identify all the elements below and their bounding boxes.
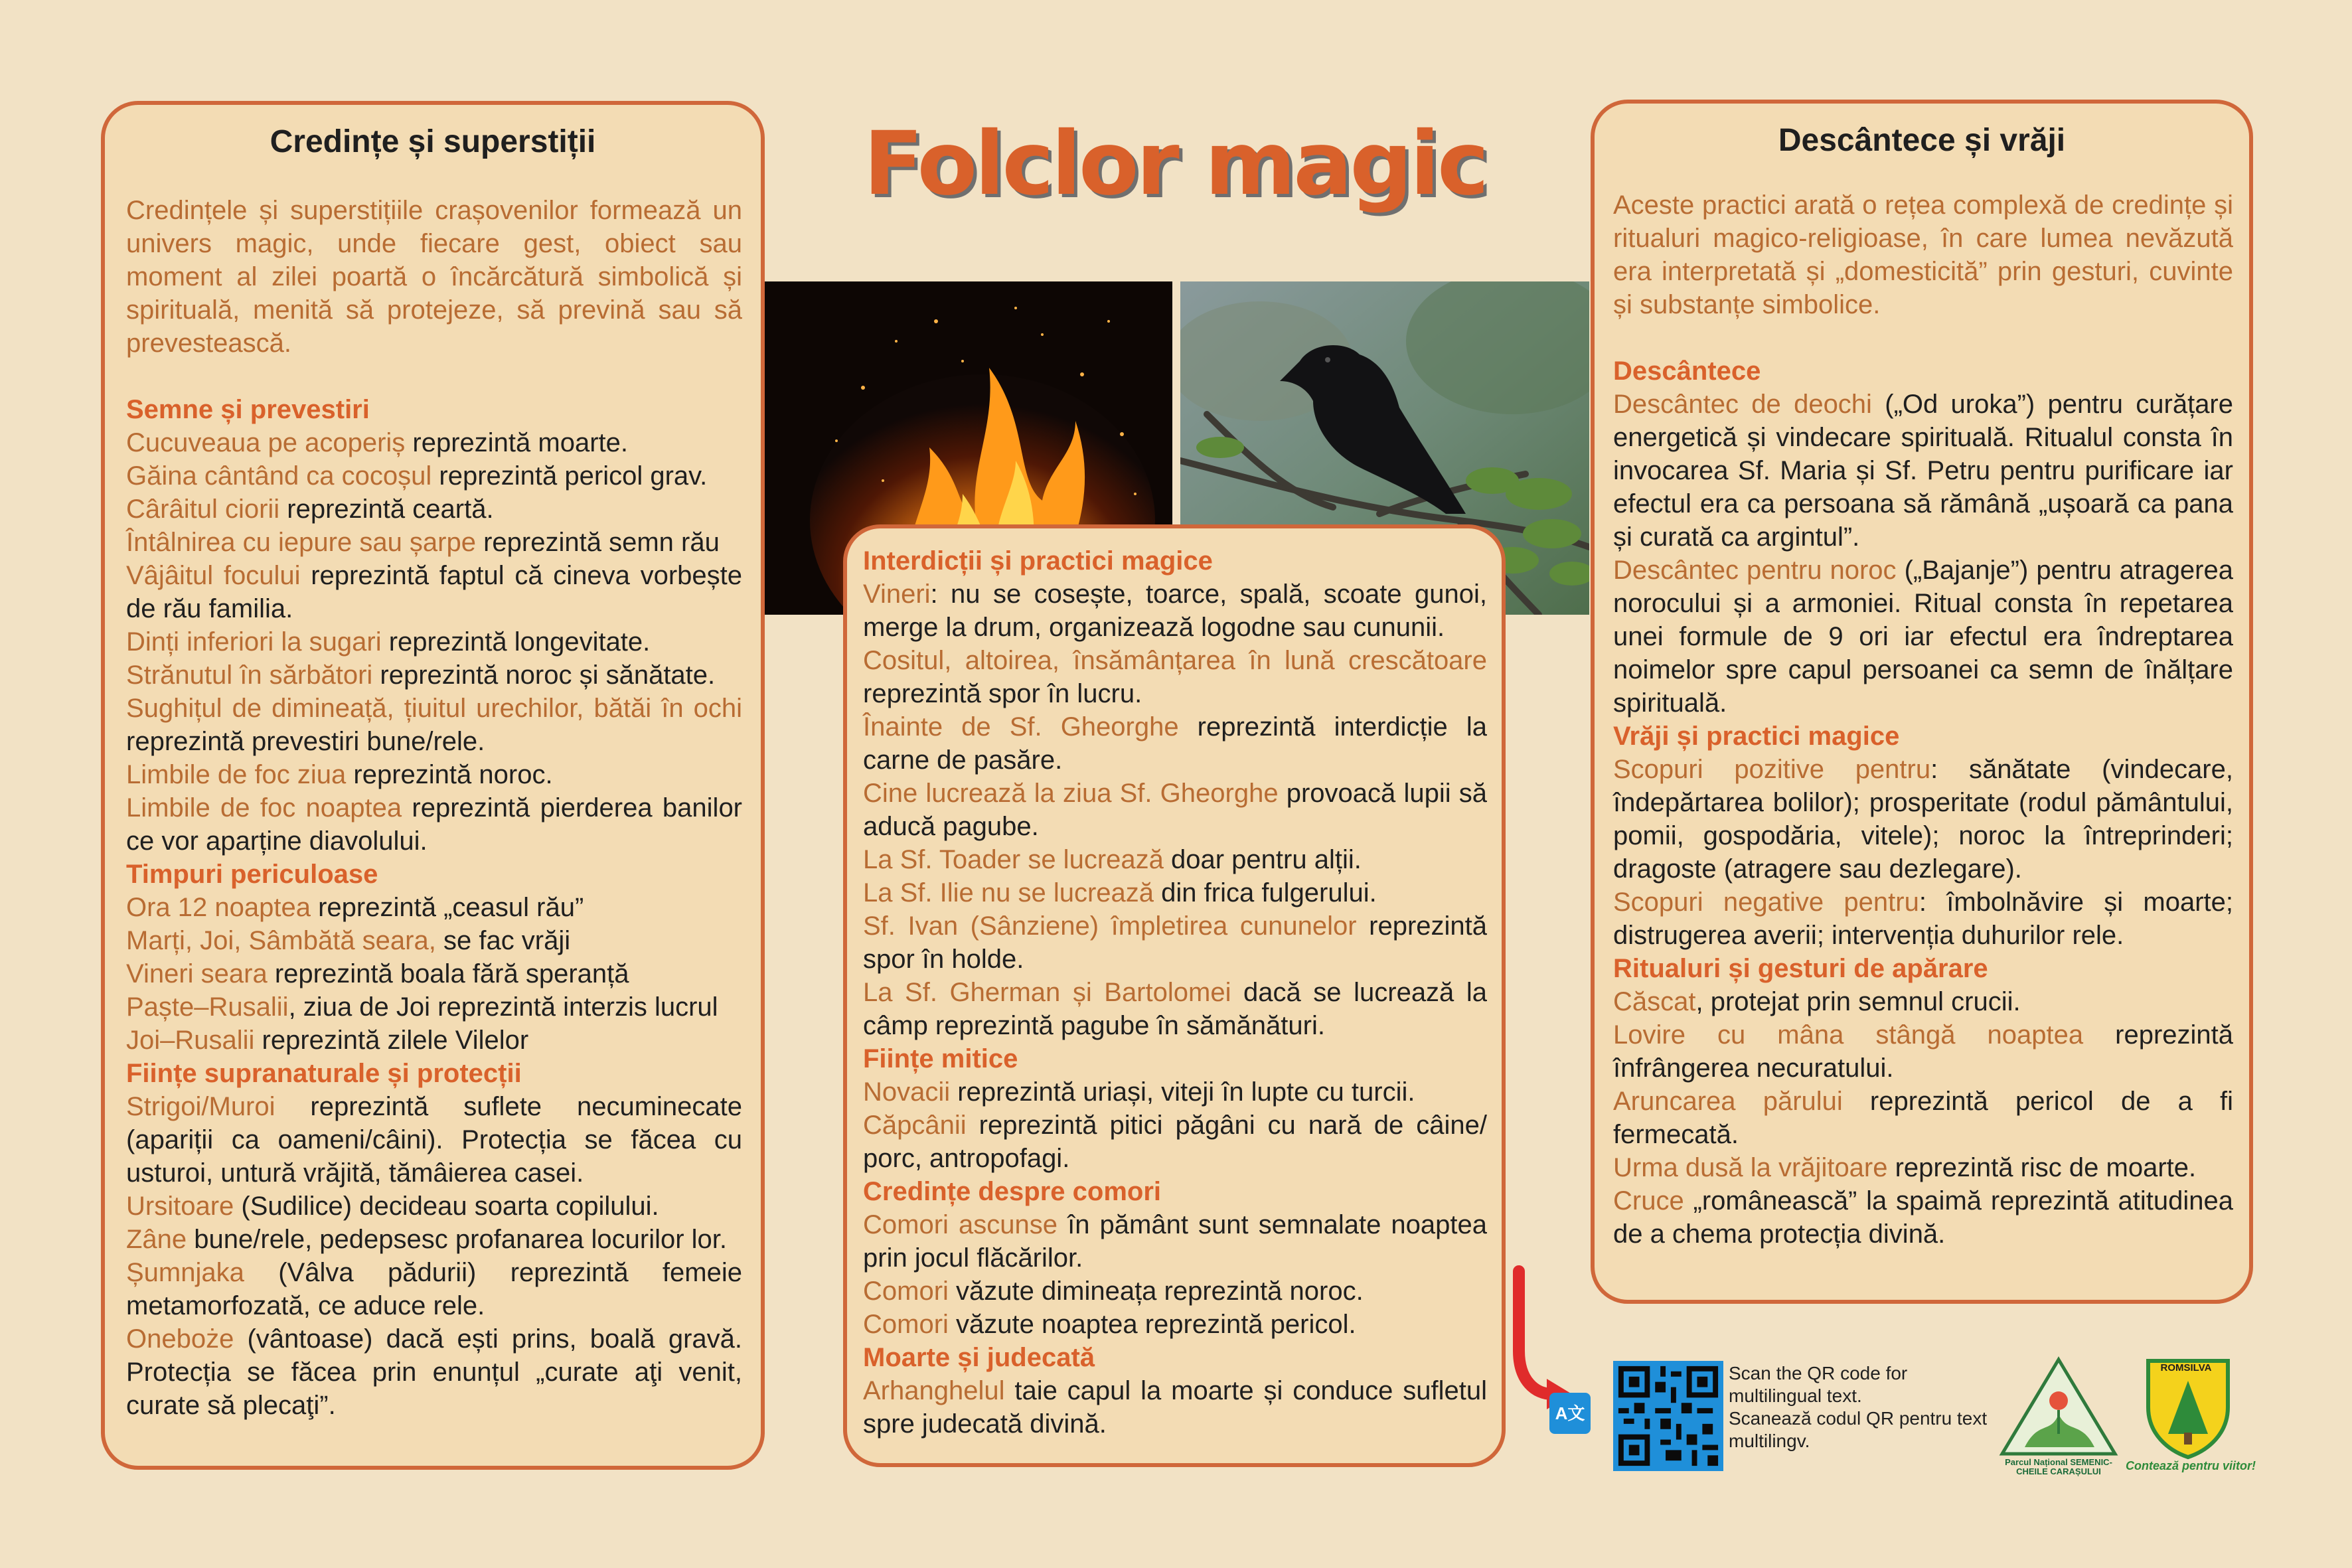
list-item bbox=[863, 1308, 1487, 1341]
arrow-icon bbox=[1506, 1265, 1579, 1411]
item-text: reprezintă ceartă. bbox=[279, 495, 494, 524]
park-logo-text: Parcul Național SEMENIC-CHEILE CARAȘULUI bbox=[2005, 1457, 2112, 1476]
item-key: Novacii bbox=[863, 1077, 951, 1107]
qr-caption bbox=[1729, 1362, 1994, 1452]
item-text: reprezintă pierderea banilor ce vor aparține diavolului. bbox=[126, 793, 743, 856]
item-text: reprezintă zilele Vilelor bbox=[254, 1026, 529, 1055]
item-text: reprezintă noroc și sănătate. bbox=[372, 661, 716, 690]
item-key: Ursitoare bbox=[126, 1192, 234, 1221]
item-key: Scopuri pozitive pentru bbox=[1613, 755, 1931, 784]
list-item bbox=[126, 493, 742, 526]
item-key: La Sf. Gherman și Bartolomei bbox=[863, 978, 1231, 1007]
item-text: reprezintă risc de moarte. bbox=[1887, 1153, 2197, 1182]
beliefs-text bbox=[126, 194, 742, 1422]
item-key: Cositul, altoirea, însămânțarea în lună crescătoare bbox=[863, 646, 1487, 675]
list-item bbox=[126, 692, 742, 758]
item-key: Cârâitul ciorii bbox=[126, 495, 280, 524]
list-item bbox=[863, 578, 1487, 644]
list-item bbox=[126, 559, 742, 625]
qr-code[interactable] bbox=[1613, 1361, 1723, 1471]
list-item bbox=[126, 625, 742, 659]
list-item bbox=[126, 791, 742, 858]
item-key: La Sf. Ilie nu se lucrează bbox=[863, 878, 1154, 907]
list-item bbox=[1613, 554, 2233, 720]
item-key: Descântec de deochi bbox=[1613, 390, 1872, 419]
item-text: : îmbolnăvire și moarte; distrugerea averii; intervenția duhurilor rele. bbox=[1613, 888, 2234, 950]
item-key: Dinți inferiori la sugari bbox=[126, 627, 382, 657]
item-text: reprezintă longevitate. bbox=[381, 627, 651, 657]
qr-caption-ro: Scanează codul QR pentru text multilingv. bbox=[1729, 1408, 1988, 1451]
beliefs-intro: Credințele și superstițiile crașovenilor formează un univers magic, unde fiecare gest, obiect sau moment al zilei poartă o încărcătură simbolică și spirituală, menită să protejeze, să prevină sau să prevestească. bbox=[126, 196, 742, 358]
item-key: Vâjâitul focului bbox=[126, 561, 301, 590]
item-key: Strănutul în sărbători bbox=[126, 661, 373, 690]
item-text: reprezintă spor în holde. bbox=[863, 911, 1488, 974]
item-key: Cucuveaua pe acoperiș bbox=[126, 428, 406, 457]
romsilva-name: ROMSILVA bbox=[2160, 1362, 2212, 1373]
spells-section bbox=[1613, 720, 2233, 952]
section-heading: Descântece bbox=[1613, 356, 1761, 386]
list-item bbox=[126, 924, 742, 957]
list-item bbox=[1613, 1184, 2233, 1251]
item-text: se fac vrăji bbox=[435, 926, 571, 955]
death-section bbox=[863, 1341, 1487, 1441]
list-item bbox=[1613, 1151, 2233, 1184]
item-text: („Bajanje”) pentru atragerea norocului și a armoniei. Ritual consta în repetarea unei formule de 9 ori iar efectul era îndreptarea noimelor spre capul persoanei ca semn de înălțare spirituală. bbox=[1613, 556, 2233, 718]
beliefs-title: Credințe și superstiții bbox=[270, 124, 596, 159]
park-logo bbox=[1998, 1354, 2119, 1460]
section-heading: Vrăji și practici magice bbox=[1613, 722, 1900, 751]
list-item bbox=[1613, 985, 2233, 1018]
item-key: Strigoi/Muroi bbox=[126, 1092, 275, 1121]
item-text: văzute dimineața reprezintă noroc. bbox=[948, 1277, 1364, 1306]
section-heading: Ritualuri și gesturi de apărare bbox=[1613, 954, 1988, 983]
list-item bbox=[863, 909, 1487, 976]
item-text: , ziua de Joi reprezintă interzis lucrul bbox=[288, 992, 718, 1022]
item-key: Vineri bbox=[863, 580, 931, 609]
item-key: Căpcânii bbox=[863, 1111, 967, 1140]
section-heading: Credințe despre comori bbox=[863, 1177, 1162, 1206]
section-heading: Semne și prevestiri bbox=[126, 395, 370, 424]
item-text: , protejat prin semnul crucii. bbox=[1695, 987, 2021, 1016]
list-item bbox=[863, 1075, 1487, 1109]
rituals-section bbox=[1613, 952, 2233, 1251]
item-key: Marți, Joi, Sâmbătă seara, bbox=[126, 926, 436, 955]
list-item bbox=[863, 1109, 1487, 1175]
supernatural-beings-section bbox=[126, 1057, 742, 1422]
list-item bbox=[126, 758, 742, 791]
prohibitions-text bbox=[863, 544, 1487, 1441]
item-key: Joi–Rusalii bbox=[126, 1026, 255, 1055]
translate-icon: A文 bbox=[1549, 1393, 1591, 1434]
item-text: „românească” la spaimă reprezintă atitudinea de a chema protecția divină. bbox=[1613, 1186, 2233, 1249]
item-key: La Sf. Toader se lucrează bbox=[863, 845, 1164, 874]
item-text: reprezintă interdicție la carne de pasăre. bbox=[863, 712, 1487, 775]
item-key: Ora 12 noaptea bbox=[126, 893, 311, 922]
item-text: reprezintă prevestiri bune/rele. bbox=[126, 727, 485, 756]
item-key: Zâne bbox=[126, 1225, 187, 1254]
item-key: Aruncarea părului bbox=[1613, 1087, 1843, 1116]
item-key: Comori bbox=[863, 1310, 949, 1339]
item-text: (Sudilice) decideau soarta copilului. bbox=[234, 1192, 659, 1221]
item-text: văzute noaptea reprezintă pericol. bbox=[948, 1310, 1356, 1339]
item-text: reprezintă înfrângerea necuratului. bbox=[1613, 1020, 2234, 1083]
item-key: Cruce bbox=[1613, 1186, 1684, 1215]
list-item bbox=[1613, 1018, 2233, 1085]
list-item bbox=[126, 1223, 742, 1256]
section-heading: Timpuri periculoase bbox=[126, 860, 378, 889]
list-item bbox=[126, 1256, 742, 1322]
item-key: Arhanghelul bbox=[863, 1376, 1005, 1405]
item-key: Lovire cu mâna stângă noaptea bbox=[1613, 1020, 2084, 1050]
item-text: dacă se lucrează la câmp reprezintă pagube în sămănături. bbox=[863, 978, 1487, 1040]
item-key: Înainte de Sf. Gheorghe bbox=[863, 712, 1179, 742]
list-item bbox=[1613, 388, 2233, 554]
item-text: reprezintă pericol grav. bbox=[431, 461, 708, 491]
item-key: Descântec pentru noroc bbox=[1613, 556, 1897, 585]
item-text: din frica fulgerului. bbox=[1154, 878, 1377, 907]
item-key: Oneboże bbox=[126, 1324, 234, 1354]
list-item bbox=[126, 957, 742, 990]
list-item bbox=[1613, 886, 2233, 952]
list-item bbox=[863, 644, 1487, 710]
item-text: : nu se cosește, toarce, spală, scoate gunoi, merge la drum, organizează logodne sau cununii. bbox=[863, 580, 1487, 642]
item-text: doar pentru alții. bbox=[1163, 845, 1362, 874]
beliefs-panel bbox=[101, 101, 765, 1470]
list-item bbox=[863, 1275, 1487, 1308]
item-key: Vineri seara bbox=[126, 959, 268, 988]
list-item bbox=[1613, 1085, 2233, 1151]
list-item bbox=[863, 843, 1487, 876]
item-key: Comori ascunse bbox=[863, 1210, 1058, 1239]
item-key: Găina cântând ca cocoșul bbox=[126, 461, 432, 491]
incantations-intro: Aceste practici arată o rețea complexă de credințe și ritualuri magico-religioase, în care lumea nevăzută era interpretată și „domesticită” prin gesturi, cuvinte și substanțe simbolice. bbox=[1613, 191, 2233, 319]
page-title: Folclor magic bbox=[863, 113, 1487, 215]
item-text: reprezintă uriași, viteji în lupte cu turcii. bbox=[950, 1077, 1415, 1107]
item-key: Căscat bbox=[1613, 987, 1696, 1016]
list-item bbox=[1613, 753, 2233, 886]
incantations-section bbox=[1613, 354, 2233, 720]
list-item bbox=[126, 526, 742, 559]
list-item bbox=[126, 1090, 742, 1190]
section-heading: Ființe mitice bbox=[863, 1044, 1018, 1073]
incantations-title: Descântece și vrăji bbox=[1778, 123, 2066, 158]
item-text: în pământ sunt semnalate noaptea prin jocul flăcărilor. bbox=[863, 1210, 1487, 1273]
dangerous-times-section bbox=[126, 858, 742, 1057]
item-text: reprezintă moarte. bbox=[405, 428, 628, 457]
item-text: reprezintă „ceasul rău” bbox=[311, 893, 584, 922]
section-heading: Interdicții și practici magice bbox=[863, 546, 1213, 576]
item-text: reprezintă boala fără speranță bbox=[267, 959, 629, 988]
list-item bbox=[126, 1322, 742, 1422]
list-item bbox=[863, 1208, 1487, 1275]
item-text: reprezintă pitici păgâni cu nară de câine/ porc, antropofagi. bbox=[863, 1111, 1487, 1173]
item-key: Urma dusă la vrăjitoare bbox=[1613, 1153, 1888, 1182]
prohibitions-section bbox=[863, 544, 1487, 1042]
item-key: Comori bbox=[863, 1277, 949, 1306]
item-text: reprezintă faptul că cineva vorbește de rău familia. bbox=[126, 561, 742, 623]
item-text: (Vâlva pădurii) reprezintă femeie metamorfozată, ce aduce rele. bbox=[126, 1258, 742, 1320]
list-item bbox=[863, 710, 1487, 777]
list-item bbox=[126, 459, 742, 493]
list-item bbox=[863, 1374, 1487, 1441]
incantations-text bbox=[1613, 189, 2233, 1251]
item-key: Sughițul de dimineață, țiuitul urechilor, bătăi în ochi bbox=[126, 694, 742, 723]
item-key: Șumnjaka bbox=[126, 1258, 244, 1287]
item-text: reprezintă semn rău bbox=[476, 528, 720, 557]
list-item bbox=[863, 777, 1487, 843]
section-heading: Moarte și judecată bbox=[863, 1343, 1095, 1372]
item-text: reprezintă suflete necuminecate (apariții ca oameni/câini). Protecția se făcea cu usturoi, untură vrăjită, tămâierea casei. bbox=[126, 1092, 742, 1188]
list-item bbox=[863, 976, 1487, 1042]
item-key: Întâlnirea cu iepure sau șarpe bbox=[126, 528, 476, 557]
item-text: reprezintă spor în lucru. bbox=[863, 679, 1142, 708]
mythic-beings-section bbox=[863, 1042, 1487, 1175]
item-key: Limbile de foc noaptea bbox=[126, 793, 402, 823]
list-item bbox=[863, 876, 1487, 909]
prohibitions-panel bbox=[843, 524, 1506, 1467]
list-item bbox=[126, 1190, 742, 1223]
list-item bbox=[126, 1024, 742, 1057]
item-text: taie capul la moarte și conduce sufletul spre judecată divină. bbox=[863, 1376, 1487, 1439]
list-item bbox=[126, 659, 742, 692]
list-item bbox=[126, 990, 742, 1024]
treasures-section bbox=[863, 1175, 1487, 1341]
item-text: reprezintă pericol de a fi fermecată. bbox=[1613, 1087, 2233, 1149]
item-text: provoacă lupii să aducă pagube. bbox=[863, 779, 1487, 841]
qr-caption-en: Scan the QR code for multilingual text. bbox=[1729, 1363, 1908, 1406]
item-text: reprezintă noroc. bbox=[346, 760, 553, 789]
item-text: („Od uroka”) pentru curățare energetică și vindecare spirituală. Ritualul consta în invocarea Sf. Maria și Sf. Petru pentru purificare iar efectul era ca persoana să rămână „ușoară ca pana și curată ca argintul”. bbox=[1613, 390, 2234, 552]
item-key: Paște–Rusalii bbox=[126, 992, 289, 1022]
incantations-panel bbox=[1591, 100, 2253, 1304]
romsilva-slogan: Contează pentru viitor! bbox=[2125, 1459, 2256, 1472]
list-item bbox=[126, 426, 742, 459]
item-text: bune/rele, pedepsesc profanarea locurilor lor. bbox=[187, 1225, 727, 1254]
list-item bbox=[126, 891, 742, 924]
item-key: Limbile de foc ziua bbox=[126, 760, 347, 789]
item-key: Cine lucrează la ziua Sf. Gheorghe bbox=[863, 779, 1279, 808]
item-key: Scopuri negative pentru bbox=[1613, 888, 1919, 917]
section-heading: Ființe supranaturale și protecții bbox=[126, 1059, 522, 1088]
item-text: (vântoase) dacă ești prins, boală gravă. Protecția se făcea prin enunțul „curate aţi venit, curate să plecaţi”. bbox=[126, 1324, 742, 1420]
item-text: : sănătate (vindecare, îndepărtarea bolilor); prosperitate (rodul pământului, pomii, gospodăria, vitele); noroc la întreprinderi; dragoste (atragere sau dezlegare). bbox=[1613, 755, 2233, 884]
omens-section bbox=[126, 393, 742, 858]
item-key: Sf. Ivan (Sânziene) împletirea cununelor bbox=[863, 911, 1357, 941]
